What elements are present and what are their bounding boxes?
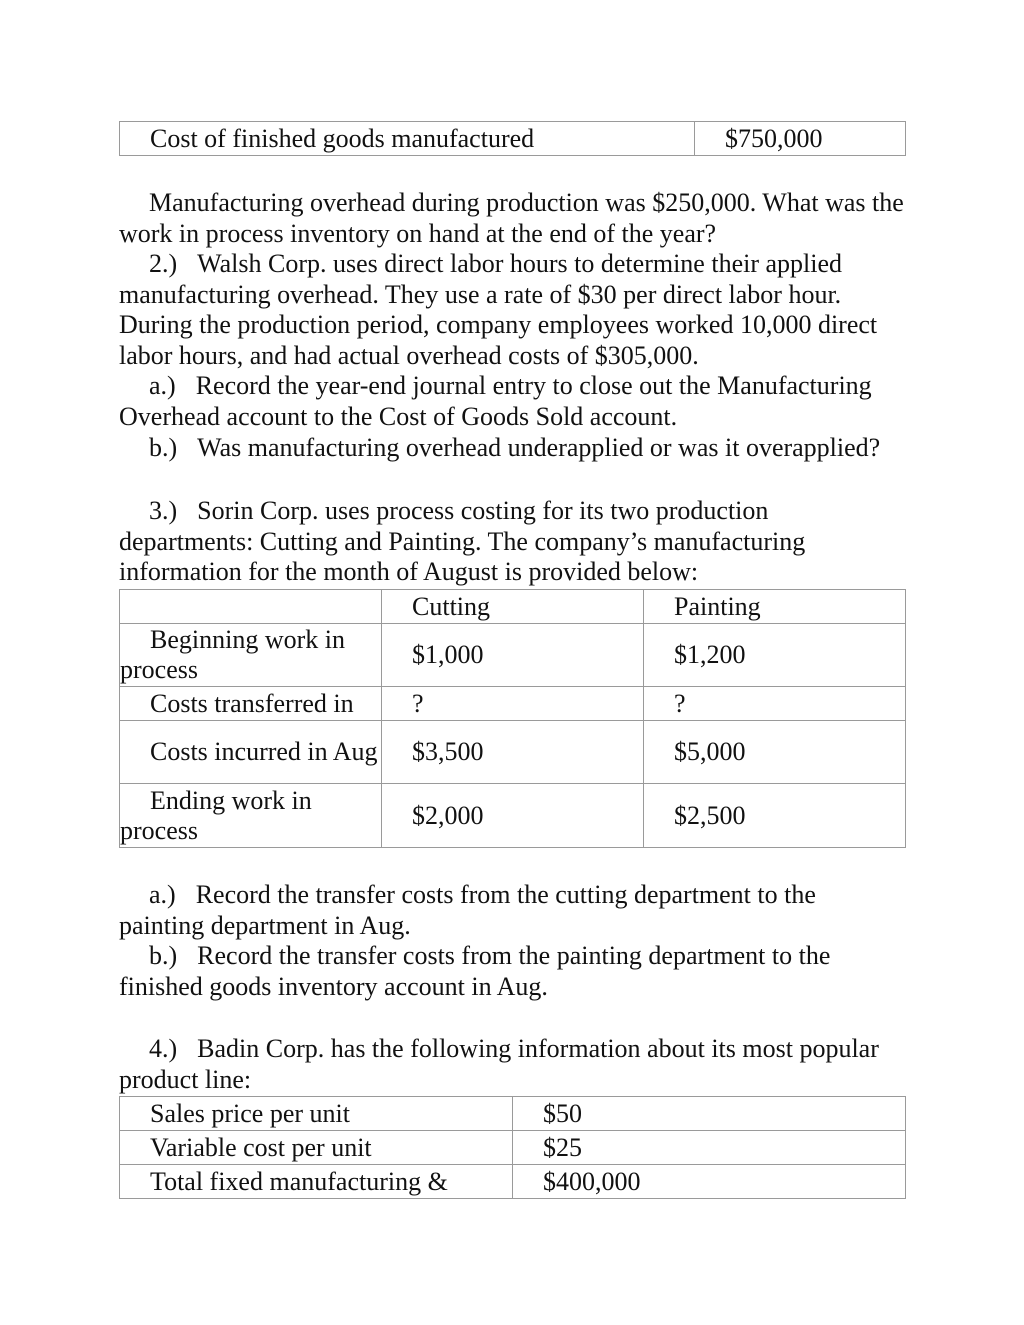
table-cell: ? [382,687,644,721]
question-3a-text [119,880,905,941]
table-cell-value: $750,000 [695,122,906,156]
table-row-label: Ending work in process [120,784,382,848]
question-3b-number: b.) [149,941,178,971]
table-row-label: Costs transferred in [120,687,382,721]
table-cell: $400,000 [513,1165,906,1199]
question-2b-number: b.) [149,432,178,462]
question-3b-text [119,941,905,1002]
question-1-tail [119,188,905,249]
question-2-body: Walsh Corp. uses direct labor hours to determine their applied manufacturing overhead. They use a rate of $30 per direct labor hour. During the production period, company employees worked 10,000 direct labor hours, and had actual overhead costs of $305,000. [119,249,878,370]
question-2b-body: Was manufacturing overhead underapplied or was it overapplied? [197,432,881,462]
table-cell: ? [644,687,906,721]
question-4-number: 4.) [149,1034,178,1063]
table-cell: $2,500 [644,784,906,848]
table-cell: $3,500 [382,721,644,784]
question-2-number: 2.) [149,249,178,278]
table-row [120,1131,906,1165]
question-2a-text [119,371,905,432]
process-costing-table [119,589,906,848]
question-3-parts [119,880,905,1002]
table-header-cell [120,590,382,624]
table-row [120,784,906,848]
table-cell-label: Cost of finished goods manufactured [120,122,695,156]
question-3 [119,496,905,588]
question-2a-number: a.) [149,371,176,401]
table-cell: $5,000 [644,721,906,784]
question-3b-body: Record the transfer costs from the painting department to the finished goods inventory account in Aug. [119,941,831,1001]
process-costing-table-block [119,589,905,848]
question-2 [119,249,905,463]
table-row [120,687,906,721]
question-4-text [119,1034,905,1095]
question-3a-number: a.) [149,880,176,909]
table-cell: $50 [513,1097,906,1131]
question-3-body: Sorin Corp. uses process costing for its two production departments: Cutting and Painting. The company’s manufacturing information for the month of August is provided below: [119,496,806,587]
table-cell: $1,000 [382,624,644,687]
table-row-label: Variable cost per unit [120,1131,513,1165]
table-row [120,122,906,156]
table-cell: $2,000 [382,784,644,848]
question-2a-body: Record the year-end journal entry to close out the Manufacturing Overhead account to the Cost of Goods Sold account. [119,371,872,431]
question-1-text: Manufacturing overhead during production was $250,000. What was the work in process inventory on hand at the end of the year? [119,188,904,248]
table-row [120,1165,906,1199]
finished-goods-table-block [119,121,905,156]
table-row [120,624,906,687]
question-3-number: 3.) [149,496,178,525]
table-cell: $1,200 [644,624,906,687]
product-line-table [119,1096,906,1199]
question-3a-body: Record the transfer costs from the cutting department to the painting department in Aug. [119,880,816,940]
table-cell: $25 [513,1131,906,1165]
table-header-row [120,590,906,624]
product-line-table-block [119,1096,905,1199]
table-row [120,1097,906,1131]
table-row-label: Beginning work in process [120,624,382,687]
question-4 [119,1034,905,1095]
table-row-label: Total fixed manufacturing & [120,1165,513,1199]
question-3-text [119,496,905,588]
question-2b-text [119,433,905,464]
question-4-body: Badin Corp. has the following information about its most popular product line: [119,1034,879,1094]
table-row [120,721,906,784]
question-2-text [119,249,905,371]
table-row-label: Sales price per unit [120,1097,513,1131]
table-header-cell: Cutting [382,590,644,624]
table-row-label: Costs incurred in Aug [120,721,382,784]
table-header-cell: Painting [644,590,906,624]
finished-goods-table [119,121,906,156]
